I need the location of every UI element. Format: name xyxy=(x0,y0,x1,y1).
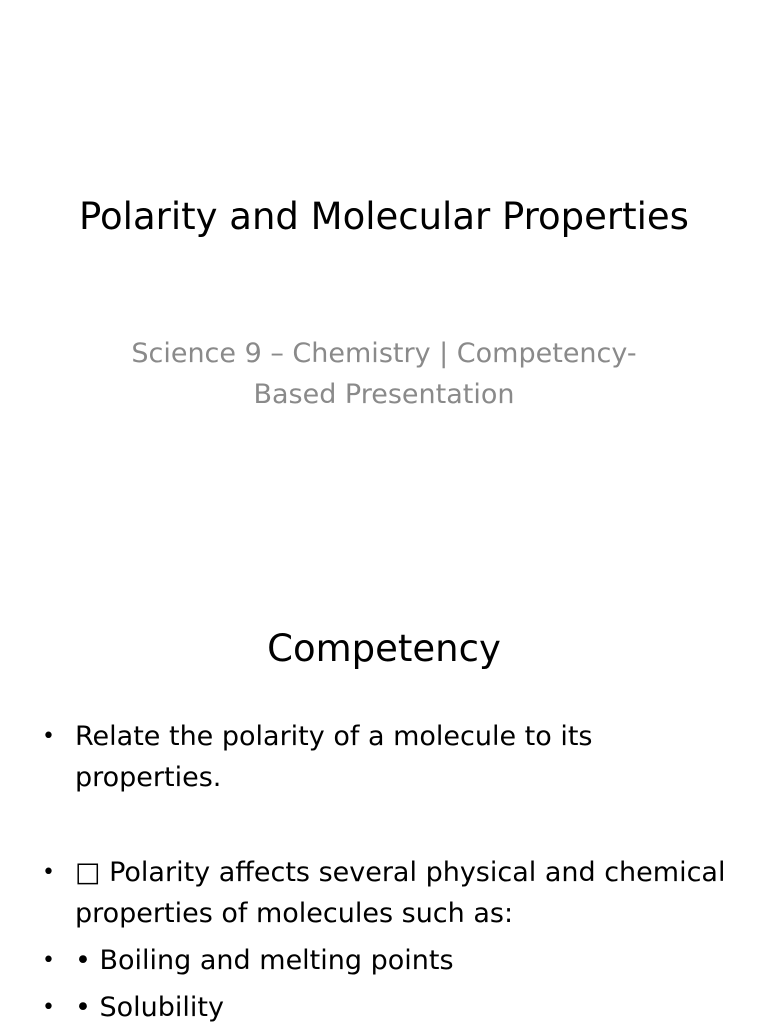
slide-title: Polarity and Molecular Properties xyxy=(79,195,689,238)
bullet-marker: • xyxy=(42,860,55,885)
bullet-item xyxy=(42,852,732,934)
bullet-item xyxy=(42,716,732,798)
bullet-list xyxy=(42,716,732,1024)
bullet-text: • Boiling and melting points xyxy=(75,945,454,976)
bullet-text: • Solubility xyxy=(75,992,224,1023)
slide-subtitle: Science 9 – Chemistry | Competency-Based Presentation xyxy=(131,338,637,410)
bullet-item xyxy=(42,940,732,981)
bullet-text: Relate the polarity of a molecule to its properties. xyxy=(75,721,593,793)
slide-heading: Competency xyxy=(267,627,501,670)
bullet-marker: • xyxy=(42,995,55,1020)
bullet-item xyxy=(42,987,732,1024)
competency-slide xyxy=(0,576,768,1024)
bullet-text: □ Polarity affects several physical and chemical properties of molecules such as: xyxy=(75,857,726,929)
bullet-marker: • xyxy=(42,724,55,749)
bullet-marker: • xyxy=(42,948,55,973)
